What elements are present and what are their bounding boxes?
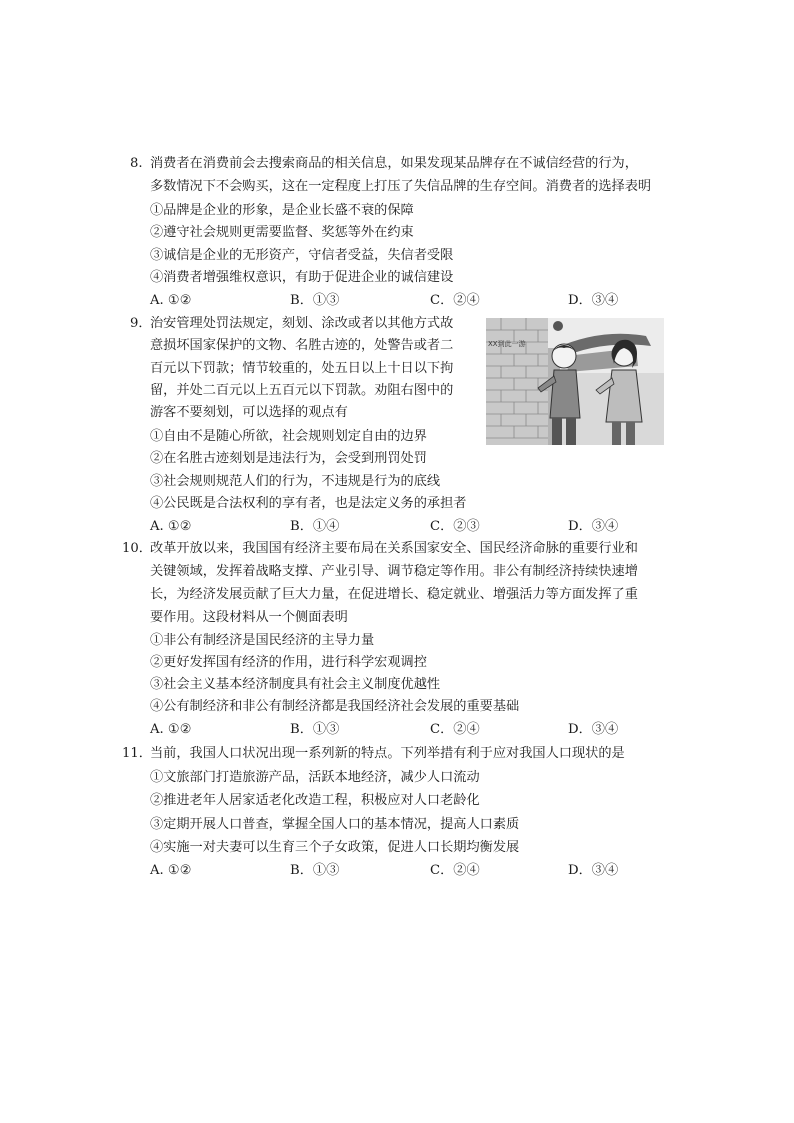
statement-item: ②更好发挥国有经济的作用，进行科学宏观调控 <box>150 655 427 670</box>
statement-item: ④公民既是合法权利的享有者，也是法定义务的承担者 <box>150 496 467 511</box>
option-d: D．③④ <box>568 519 619 534</box>
question-stem-line: 当前，我国人口状况出现一系列新的特点。下列举措有利于应对我国人口现状的是 <box>150 746 625 761</box>
illustration-tourists-carving-wall <box>486 318 664 445</box>
option-b: B．①③ <box>290 863 340 878</box>
option-b: B．①③ <box>290 722 340 737</box>
question-number: 9． <box>130 316 152 331</box>
question-number: 11． <box>122 746 152 761</box>
option-a: A. ①② <box>150 722 192 737</box>
statement-item: ①文旅部门打造旅游产品，活跃本地经济，减少人口流动 <box>150 770 480 785</box>
option-d: D．③④ <box>568 863 619 878</box>
question-stem-line: 要作用。这段材料从一个侧面表明 <box>150 610 348 625</box>
wall-graffiti-text: XX到此一游 <box>488 340 526 348</box>
statement-item: ②遵守社会规则更需要监督、奖惩等外在约束 <box>150 225 414 240</box>
statement-item: ③社会规则规范人们的行为，不违规是行为的底线 <box>150 474 441 489</box>
statement-item: ②在名胜古迹刻划是违法行为，会受到刑罚处罚 <box>150 451 427 466</box>
question-stem-line: 长，为经济发展贡献了巨大力量，在促进增长、稳定就业、增强活力等方面发挥了重 <box>150 587 638 602</box>
option-a: A. ①② <box>150 863 192 878</box>
question-stem-line: 多数情况下不会购买，这在一定程度上打压了失信品牌的生存空间。消费者的选择表明 <box>150 179 652 194</box>
question-number: 8. <box>130 156 143 171</box>
question-stem-line: 改革开放以来，我国国有经济主要布局在关系国家安全、国民经济命脉的重要行业和 <box>150 541 638 556</box>
option-b: B．①④ <box>290 519 340 534</box>
option-a: A. ①② <box>150 519 192 534</box>
option-b: B．①③ <box>290 293 340 308</box>
statement-item: ③社会主义基本经济制度具有社会主义制度优越性 <box>150 677 441 692</box>
option-c: C．②④ <box>430 863 480 878</box>
statement-item: ③定期开展人口普查，掌握全国人口的基本情况，提高人口素质 <box>150 817 520 832</box>
statement-item: ④消费者增强维权意识，有助于促进企业的诚信建设 <box>150 270 454 285</box>
question-stem-line: 意损坏国家保护的文物、名胜古迹的，处警告或者二 <box>150 338 454 353</box>
brick-wall <box>486 318 548 445</box>
question-stem-line: 留，并处二百元以上五百元以下罚款。劝阻右图中的 <box>150 383 454 398</box>
option-d: D．③④ <box>568 722 619 737</box>
option-a: A. ①② <box>150 293 192 308</box>
question-stem-line: 治安管理处罚法规定，刻划、涂改或者以其他方式故 <box>150 316 454 331</box>
question-stem-line: 关键领域，发挥着战略支撑、产业引导、调节稳定等作用。非公有制经济持续快速增 <box>150 564 638 579</box>
question-stem-line: 百元以下罚款；情节较重的，处五日以上十日以下拘 <box>150 361 454 376</box>
statement-item: ④公有制经济和非公有制经济都是我国经济社会发展的重要基础 <box>150 699 520 714</box>
statement-item: ①品牌是企业的形象，是企业长盛不衰的保障 <box>150 203 414 218</box>
question-stem-line: 游客不要刻划，可以选择的观点有 <box>150 405 348 420</box>
option-c: C．②④ <box>430 722 480 737</box>
statement-item: ④实施一对夫妻可以生育三个子女政策，促进人口长期均衡发展 <box>150 840 520 855</box>
option-c: C．②③ <box>430 519 480 534</box>
question-number: 10． <box>122 541 152 556</box>
statement-item: ①非公有制经济是国民经济的主导力量 <box>150 633 375 648</box>
statement-item: ①自由不是随心所欲，社会规则划定自由的边界 <box>150 429 427 444</box>
statement-item: ②推进老年人居家适老化改造工程，积极应对人口老龄化 <box>150 793 480 808</box>
statement-item: ③诚信是企业的无形资产，守信者受益，失信者受限 <box>150 248 454 263</box>
option-c: C．②④ <box>430 293 480 308</box>
question-stem-line: 消费者在消费前会去搜索商品的相关信息，如果发现某品牌存在不诚信经营的行为， <box>150 156 638 171</box>
option-d: D．③④ <box>568 293 619 308</box>
